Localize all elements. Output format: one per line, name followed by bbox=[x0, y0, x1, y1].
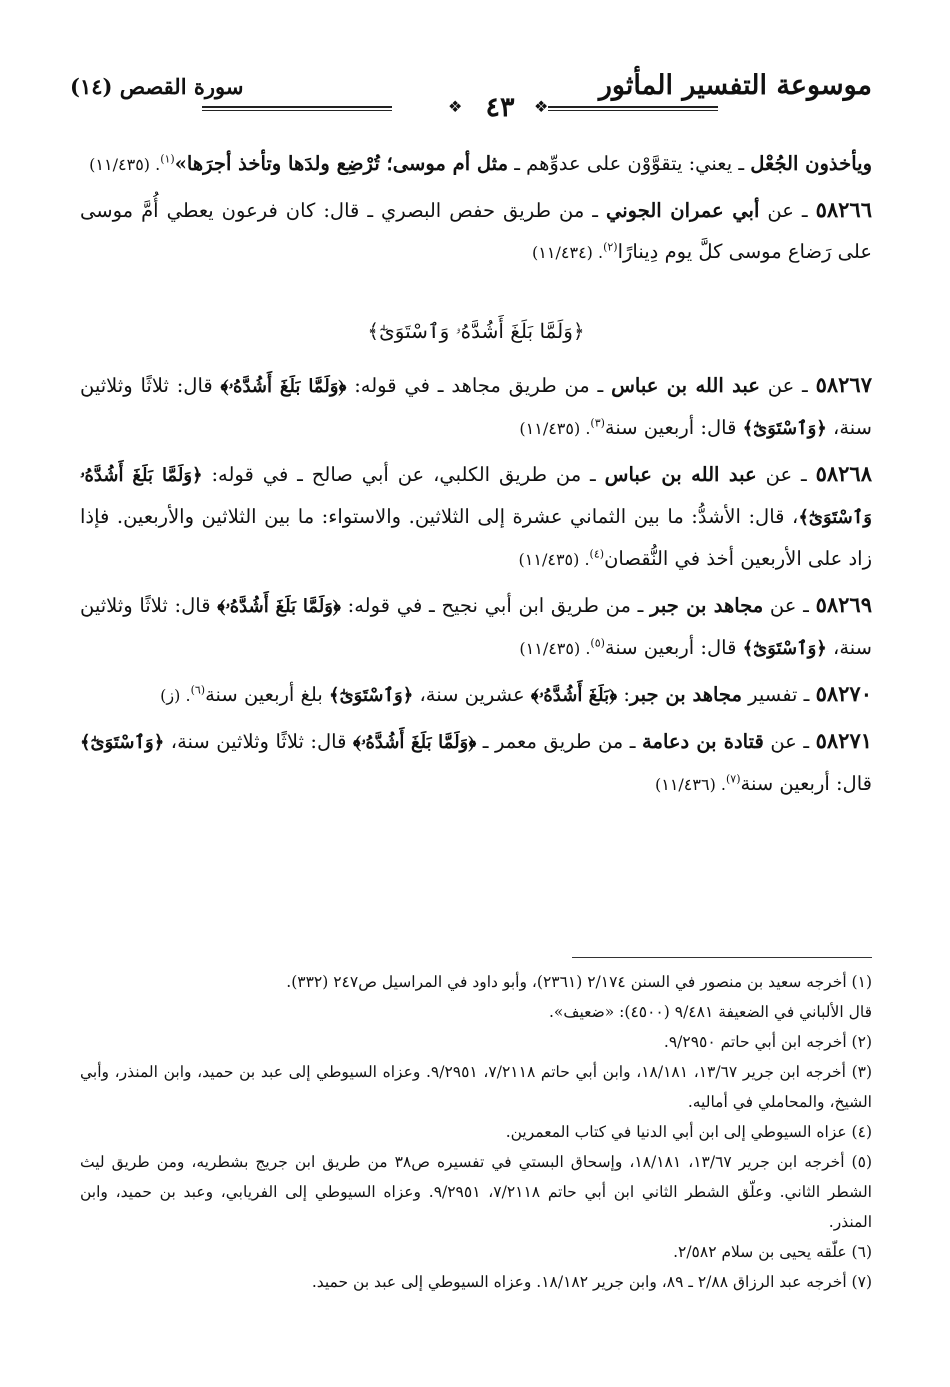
main-text bbox=[80, 143, 872, 809]
intro-bold-1: ويأخذون الجُعْل bbox=[750, 152, 872, 175]
footnote-mark: (٥) bbox=[590, 636, 605, 650]
narration-text: ، قال: الأشدُّ: ما بين الثماني عشرة إلى الثلاثين. والاستواء: ما بين الثلاثين والأربعين. فإذا زاد على الأربعين أخذ في النُّقصان bbox=[80, 505, 872, 570]
page-number: ٤٣ bbox=[485, 92, 515, 123]
footnote-mark: (٤) bbox=[589, 547, 605, 561]
narration-entry bbox=[80, 584, 872, 669]
narrator-name: مجاهد بن جبر bbox=[650, 594, 764, 617]
quran-quote: ﴿وَٱسْتَوَىٰٓ﴾ bbox=[742, 638, 827, 659]
ornament-icon: ❖ bbox=[534, 97, 549, 116]
quran-quote: ﴿وَلَمَّا بَلَغَ أَشُدَّهُۥ﴾ bbox=[352, 732, 477, 753]
footnote: (٢) أخرجه ابن أبي حاتم ٩/٢٩٥٠. bbox=[663, 1033, 872, 1051]
narrator-name: قتادة بن دعامة bbox=[642, 730, 764, 753]
narration-number: ٥٨٢٦٩ bbox=[815, 592, 872, 617]
entries-group-1 bbox=[80, 189, 872, 273]
footnotes bbox=[80, 967, 872, 1297]
quran-quote: ﴿وَلَمَّا بَلَغَ أَشُدَّهُۥ وَٱسْتَوَىٰٓ﴾ bbox=[80, 465, 872, 528]
narration-entry bbox=[80, 673, 872, 716]
footnote-separator bbox=[572, 957, 872, 958]
intro-text: ـ يعني: يتقوَّوْن على عدوِّهم ـ bbox=[508, 152, 751, 175]
footnote: (٤) عزاه السيوطي إلى ابن أبي الدنيا في كتاب المعمرين. bbox=[505, 1123, 872, 1141]
quran-quote: ﴿وَٱسْتَوَىٰٓ﴾ bbox=[329, 685, 414, 706]
footnote: (٣) أخرجه ابن جرير ١٣/٦٧، ١٨/١٨١، وابن أبي حاتم ٧/٢١١٨، ٩/٢٩٥١. وعزاه السيوطي إلى عبد بن حميد، وابن المنذر، وأبي الشيخ، والمحاملي في أماليه. bbox=[80, 1063, 873, 1111]
footnote: (١) أخرجه سعيد بن منصور في السنن ٢/١٧٤ (٢٣٦١)، وأبو داود في المراسيل ص٢٤٧ (٣٣٢). bbox=[286, 973, 872, 991]
narration-number: ٥٨٢٦٦ bbox=[815, 197, 872, 222]
footnote-mark: (٢) bbox=[603, 240, 618, 254]
footnote: قال الألباني في الضعيفة ٩/٤٨١ (٤٥٠٠): «ضعيف». bbox=[549, 1003, 872, 1021]
narration-entry bbox=[80, 364, 872, 449]
narrator-name: أبي عمران الجوني bbox=[606, 199, 760, 222]
narration-text: بلغ أربعين سنة bbox=[205, 683, 330, 706]
narration-text: ـ عن bbox=[759, 199, 816, 222]
ornament-icon: ❖ bbox=[448, 97, 463, 116]
header-rule-left bbox=[202, 106, 392, 111]
footnote-mark: (٧) bbox=[726, 772, 741, 786]
volume-ref: . (١١/٤٣٥) bbox=[518, 550, 590, 569]
narration-text: ـ عن bbox=[756, 463, 816, 486]
narrator-name: مجاهد بن جبر bbox=[629, 683, 742, 706]
narration-number: ٥٨٢٧١ bbox=[815, 728, 873, 753]
footnote: (٧) أخرجه عبد الرزاق ٢/٨٨ ـ ٨٩، وابن جرير ١٨/١٨٢. وعزاه السيوطي إلى عبد بن حميد. bbox=[311, 1273, 872, 1291]
quran-quote: ﴿بَلَغَ أَشُدَّهُۥ﴾ bbox=[530, 685, 618, 706]
footnote: (٦) علّقه يحيى بن سلام ٢/٥٨٢. bbox=[673, 1243, 872, 1261]
footnote-mark: (١) bbox=[160, 152, 175, 166]
narration-text: ـ عن bbox=[763, 730, 816, 753]
surah-title: سورة القصص (١٤) bbox=[70, 74, 244, 99]
quran-quote: ﴿وَٱسْتَوَىٰٓ﴾ bbox=[80, 732, 165, 753]
narration-text: ـ من طريق الكلبي، عن أبي صالح ـ في قوله: bbox=[202, 463, 605, 486]
narration-text: ـ تفسير bbox=[741, 683, 816, 706]
narration-text: قال: ثلاثًا وثلاثين سنة، bbox=[80, 374, 872, 439]
narration-text: قال: ثلاثًا وثلاثين سنة، bbox=[80, 594, 872, 659]
quran-quote: ﴿وَلَمَّا بَلَغَ أَشُدَّهُۥ﴾ bbox=[217, 596, 341, 617]
narration-text: قال: أربعين سنة bbox=[604, 416, 743, 439]
volume-ref: . (ز) bbox=[160, 686, 191, 705]
header-rule-right bbox=[548, 106, 718, 111]
book-title: موسوعة التفسير المأثور bbox=[598, 70, 872, 101]
narration-text: ـ من طريق معمر ـ bbox=[476, 730, 643, 753]
narration-text: ـ من طريق ابن أبي نجيح ـ في قوله: bbox=[340, 594, 651, 617]
narration-text: عشرين سنة، bbox=[413, 683, 531, 706]
volume-ref: . (١١/٤٣٥) bbox=[519, 639, 591, 658]
intro-paragraph bbox=[80, 143, 872, 185]
narrator-name: عبد الله بن عباس bbox=[611, 374, 760, 397]
volume-ref: . (١١/٤٣٥) bbox=[519, 419, 591, 438]
narration-text: ـ من طريق حفص البصري ـ قال: كان فرعون يعطي أُمَّ موسى على رَضاع موسى كلَّ يوم دِينارًا bbox=[80, 199, 872, 263]
narration-text: ـ من طريق مجاهد ـ في قوله: bbox=[346, 374, 612, 397]
narration-text: قال: أربعين سنة bbox=[604, 636, 743, 659]
narration-text: قال: ثلاثًا وثلاثين سنة، bbox=[164, 730, 353, 753]
footnote: (٥) أخرجه ابن جرير ١٣/٦٧، ١٨/١٨١، وإسحاق البستي في تفسيره ص٣٨ من طريق ابن جريج بشطريه، ومن طريق ليث الشطر الثاني. وعلّق الشطر الثاني ابن أبي حاتم ٧/٢١١٨، ٩/٢٩٥١. وعزاه السيوطي إلى الفريابي، وعبد بن حميد، وابن المنذر. bbox=[80, 1153, 872, 1231]
narration-entry bbox=[80, 720, 872, 805]
quran-quote: ﴿وَٱسْتَوَىٰٓ﴾ bbox=[742, 418, 827, 439]
narration-number: ٥٨٢٧٠ bbox=[815, 681, 872, 706]
narrator-name: عبد الله بن عباس bbox=[604, 463, 757, 486]
narration-entry bbox=[80, 189, 872, 273]
narration-text: قال: أربعين سنة bbox=[740, 772, 872, 795]
volume-ref: . (١١/٤٣٤) bbox=[532, 243, 604, 262]
page-header bbox=[70, 62, 872, 122]
narration-entry bbox=[80, 453, 872, 580]
narration-text: : bbox=[617, 683, 630, 706]
quran-quote: ﴿وَلَمَّا بَلَغَ أَشُدَّهُۥ﴾ bbox=[220, 376, 347, 397]
verse-heading: ﴿وَلَمَّا بَلَغَ أَشُدَّهُۥ وَٱسْتَوَىٰٓ﴾ bbox=[367, 319, 585, 343]
entries-group-2 bbox=[80, 364, 872, 805]
footnote-mark: (٣) bbox=[590, 416, 605, 430]
narration-text: ـ عن bbox=[759, 374, 816, 397]
narration-number: ٥٨٢٦٧ bbox=[815, 372, 872, 397]
footnote-mark: (٦) bbox=[190, 683, 206, 697]
volume-ref: . (١١/٤٣٦) bbox=[654, 775, 726, 794]
intro-bold-2: مثل أم موسى؛ تُرْضِع ولدَها وتأخذ أجرَها» bbox=[174, 152, 509, 175]
narration-text: ـ عن bbox=[763, 594, 816, 617]
narration-number: ٥٨٢٦٨ bbox=[815, 461, 872, 486]
volume-ref: . (١١/٤٣٥) bbox=[89, 155, 161, 174]
